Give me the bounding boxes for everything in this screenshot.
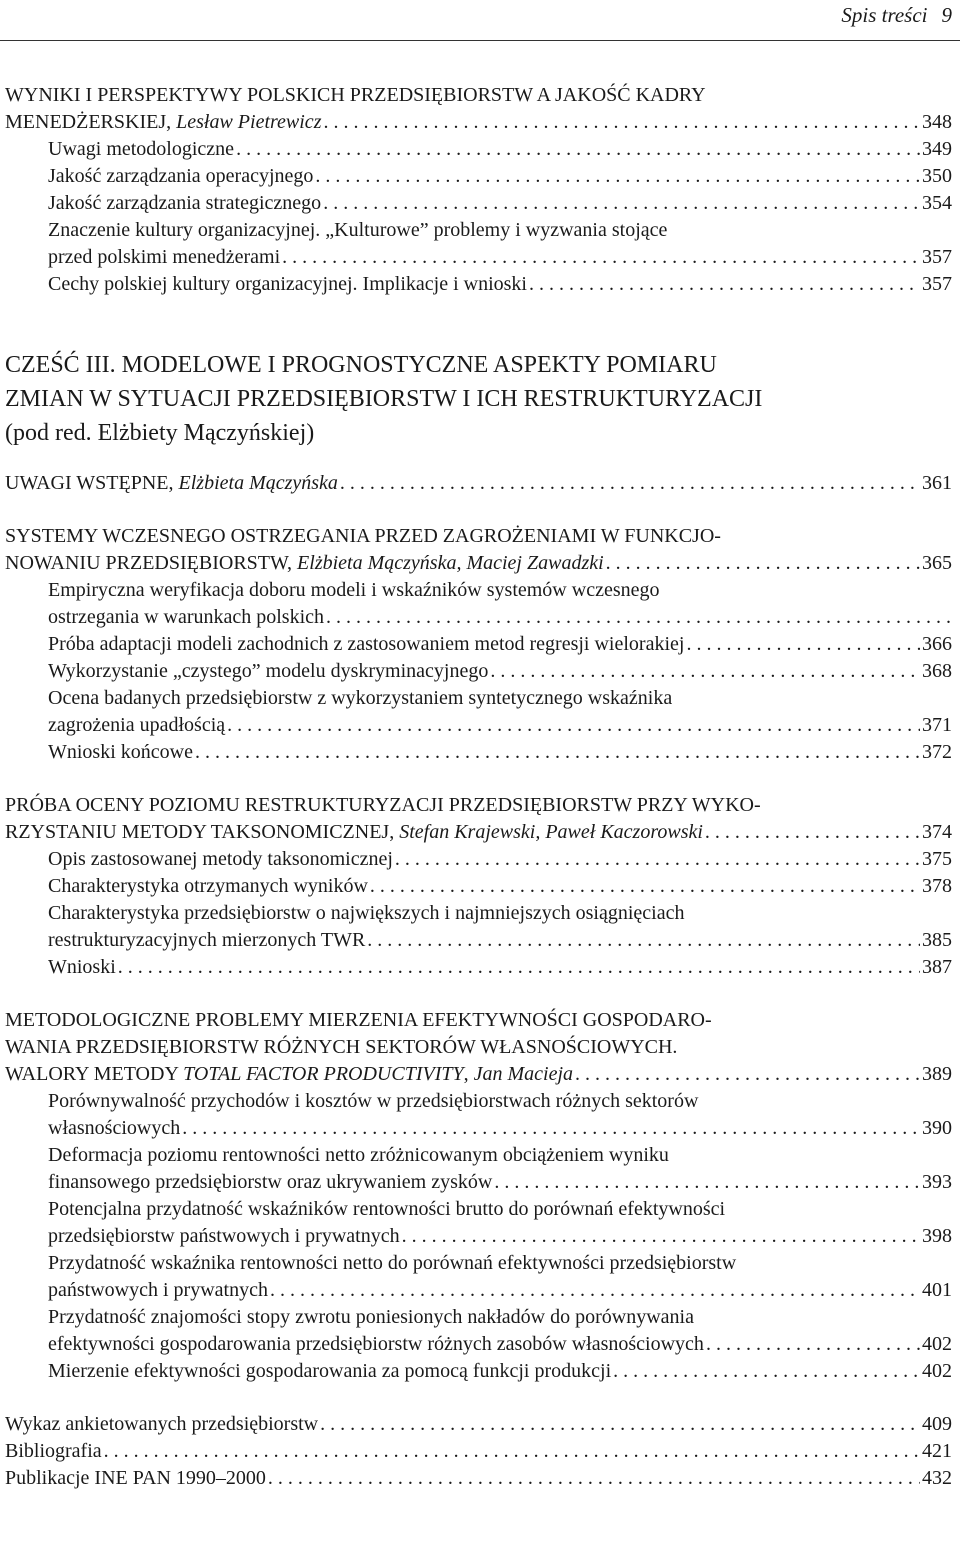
toc-subentry[interactable]: Przydatność wskaźnika rentowności netto do porównań efektywności przedsiębiorstw <box>48 1252 737 1274</box>
dot-leader <box>575 1061 920 1088</box>
dot-leader <box>402 1223 920 1250</box>
dot-leader <box>370 873 920 900</box>
toc-subentry[interactable]: Jakość zarządzania strategicznego . . . 354 <box>5 190 952 217</box>
dot-leader <box>195 739 920 766</box>
toc-subentry[interactable]: Uwagi metodologiczne . . . 349 <box>5 136 952 163</box>
toc-subentry[interactable]: Mierzenie efektywności gospodarowania za pomocą funkcji produkcji . . . 402 <box>5 1358 952 1385</box>
dot-leader <box>182 1115 920 1142</box>
toc-subentry[interactable]: Porównywalność przychodów i kosztów w przedsiębiorstwach różnych sektorów <box>48 1090 699 1112</box>
toc-subentry[interactable]: Charakterystyka przedsiębiorstw o największych i najmniejszych osiągnięciach <box>48 902 685 924</box>
toc-entry[interactable]: WANIA PRZEDSIĘBIORSTW RÓŻNYCH SEKTORÓW WŁASNOŚCIOWYCH. <box>5 1036 678 1058</box>
entry-page: 365 <box>922 552 952 574</box>
toc-subentry[interactable]: Deformacja poziomu rentowności netto zróżnicowanym obciążeniem wyniku <box>48 1144 669 1166</box>
page-number: 9 <box>941 3 952 27</box>
toc-subentry[interactable]: Znaczenie kultury organizacyjnej. „Kulturowe” problemy i wyzwania stojące <box>48 219 668 241</box>
toc-entry[interactable]: UWAGI WSTĘPNE, Elżbieta Mączyńska . . . 361 <box>5 470 952 497</box>
dot-leader <box>395 846 920 873</box>
toc-subentry[interactable]: przedsiębiorstw państwowych i prywatnych . . . 398 <box>5 1223 952 1250</box>
entry-page: 348 <box>922 111 952 133</box>
toc-subentry[interactable]: Cechy polskiej kultury organizacyjnej. Implikacje i wnioski . . . 357 <box>5 271 952 298</box>
toc-subentry[interactable]: państwowych i prywatnych . . . 401 <box>5 1277 952 1304</box>
dot-leader <box>705 819 920 846</box>
dot-leader <box>320 1411 920 1438</box>
toc-entry[interactable]: METODOLOGICZNE PROBLEMY MIERZENIA EFEKTYWNOŚCI GOSPODARO- <box>5 1009 712 1031</box>
toc-backmatter-entry[interactable]: Bibliografia . . . 421 <box>5 1438 952 1465</box>
toc-subentry[interactable]: efektywności gospodarowania przedsiębiorstw różnych zasobów własnościowych . . . 402 <box>5 1331 952 1358</box>
toc-entry[interactable]: SYSTEMY WCZESNEGO OSTRZEGANIA PRZED ZAGROŻENIAMI W FUNKCJO- <box>5 525 721 547</box>
toc-subentry[interactable]: Przydatność znajomości stopy zwrotu poniesionych nakładów do porównywania <box>48 1306 694 1328</box>
dot-leader <box>323 190 920 217</box>
dot-leader <box>613 1358 920 1385</box>
toc-subentry[interactable]: restrukturyzacyjnych mierzonych TWR . . . 385 <box>5 927 952 954</box>
toc-subentry[interactable]: Próba adaptacji modeli zachodnich z zastosowaniem metod regresji wielorakiej . . . 366 <box>5 631 952 658</box>
entry-author: Jan Macieja <box>473 1063 574 1085</box>
dot-leader <box>282 244 920 271</box>
toc-subentry[interactable]: Opis zastosowanej metody taksonomicznej . . . 375 <box>5 846 952 873</box>
running-head-title: Spis treści <box>841 3 928 27</box>
dot-leader <box>118 954 920 981</box>
toc-subentry[interactable]: Ocena badanych przedsiębiorstw z wykorzystaniem syntetycznego wskaźnika <box>48 687 673 709</box>
toc-subentry[interactable]: ostrzegania w warunkach polskich . . . <box>5 604 952 631</box>
toc-backmatter-entry[interactable]: Publikacje INE PAN 1990–2000 . . . 432 <box>5 1465 952 1492</box>
part-heading: CZEŚĆ III. MODELOWE I PROGNOSTYCZNE ASPEKTY POMIARU ZMIAN W SYTUACJI PRZEDSIĘBIORSTW I ICH RESTRUKTURYZACJI (pod red. Elżbiety Mączyńskiej) <box>5 352 763 446</box>
table-of-contents <box>5 82 952 1492</box>
entry-page: 374 <box>922 821 952 843</box>
entry-author: Stefan Krajewski, Paweł Kaczorowski <box>399 821 703 843</box>
toc-subentry[interactable]: finansowego przedsiębiorstw oraz ukrywaniem zysków . . . 393 <box>5 1169 952 1196</box>
dot-leader <box>227 712 920 739</box>
entry-page: 389 <box>922 1063 952 1085</box>
dot-leader <box>340 470 920 497</box>
toc-subentry[interactable]: przed polskimi menedżerami . . . 357 <box>5 244 952 271</box>
dot-leader <box>706 1331 920 1358</box>
toc-subentry[interactable]: Potencjalna przydatność wskaźników rentowności brutto do porównań efektywności <box>48 1198 726 1220</box>
toc-backmatter-entry[interactable]: Wykaz ankietowanych przedsiębiorstw . . . 409 <box>5 1411 952 1438</box>
dot-leader <box>606 550 920 577</box>
dot-leader <box>494 1169 920 1196</box>
toc-entry[interactable]: WYNIKI I PERSPEKTYWY POLSKICH PRZEDSIĘBIORSTW A JAKOŚĆ KADRY <box>5 84 706 106</box>
running-head <box>0 0 952 40</box>
dot-leader <box>323 109 920 136</box>
entry-author: Lesław Pietrewicz <box>176 111 322 133</box>
toc-subentry[interactable]: Charakterystyka otrzymanych wyników . . . 378 <box>5 873 952 900</box>
toc-entry[interactable]: RZYSTANIU METODY TAKSONOMICZNEJ, Stefan Krajewski, Paweł Kaczorowski . . . 374 <box>5 819 952 846</box>
entry-author: Elżbieta Mączyńska, Maciej Zawadzki <box>297 552 604 574</box>
dot-leader <box>529 271 920 298</box>
dot-leader <box>236 136 920 163</box>
toc-subentry[interactable]: własnościowych . . . 390 <box>5 1115 952 1142</box>
toc-entry[interactable]: NOWANIU PRZEDSIĘBIORSTW, Elżbieta Mączyńska, Maciej Zawadzki . . . 365 <box>5 550 952 577</box>
entry-page: 361 <box>922 472 952 494</box>
dot-leader <box>367 927 920 954</box>
toc-subentry[interactable]: Jakość zarządzania operacyjnego . . . 350 <box>5 163 952 190</box>
dot-leader <box>268 1465 920 1492</box>
entry-author: Elżbieta Mączyńska <box>178 472 338 494</box>
header-rule <box>0 40 960 41</box>
dot-leader <box>104 1438 920 1465</box>
toc-subentry[interactable]: Wnioski . . . 387 <box>5 954 952 981</box>
toc-entry[interactable]: PRÓBA OCENY POZIOMU RESTRUKTURYZACJI PRZEDSIĘBIORSTW PRZY WYKO- <box>5 794 761 816</box>
dot-leader <box>270 1277 920 1304</box>
toc-subentry[interactable]: zagrożenia upadłością . . . 371 <box>5 712 952 739</box>
dot-leader <box>326 604 950 631</box>
toc-entry[interactable]: WALORY METODY TOTAL FACTOR PRODUCTIVITY, Jan Macieja . . . 389 <box>5 1061 952 1088</box>
dot-leader <box>315 163 920 190</box>
toc-subentry[interactable]: Wykorzystanie „czystego” modelu dyskryminacyjnego . . . 368 <box>5 658 952 685</box>
dot-leader <box>686 631 920 658</box>
toc-subentry[interactable]: Empiryczna weryfikacja doboru modeli i wskaźników systemów wczesnego <box>48 579 660 601</box>
dot-leader <box>490 658 920 685</box>
toc-subentry[interactable]: Wnioski końcowe . . . 372 <box>5 739 952 766</box>
toc-entry[interactable]: MENEDŻERSKIEJ, Lesław Pietrewicz . . . 348 <box>5 109 952 136</box>
